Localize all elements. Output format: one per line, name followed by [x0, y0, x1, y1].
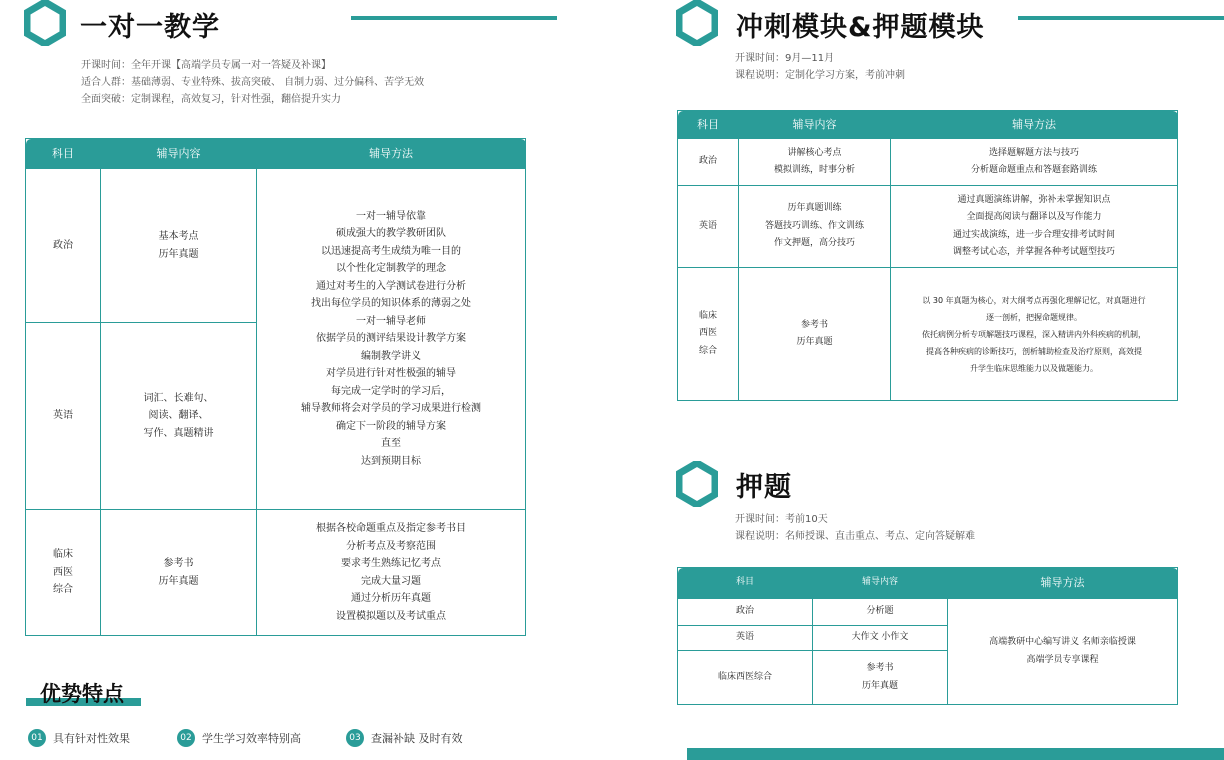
subject-cell: 政治 [678, 139, 739, 186]
header-content: 辅导内容 [739, 111, 891, 139]
subject-line: 西医 [53, 566, 73, 578]
method-line: 达到预期目标 [361, 455, 421, 467]
method-line: 要求考生熟练记忆考点 [341, 558, 441, 569]
header-subject: 科目 [678, 111, 739, 139]
content-cell [739, 139, 891, 186]
content-cell [739, 268, 891, 401]
sprint-table [677, 110, 1178, 401]
method-line: 升学生临床思维能力以及做题能力。 [970, 363, 1098, 373]
subject-line: 综合 [53, 584, 73, 596]
method-line: 全面提高阅读与翻译以及写作能力 [966, 212, 1102, 222]
content-line: 答题技巧训练、作文训练 [764, 220, 864, 231]
advantages-title: 优势特点 [40, 682, 124, 706]
method-cell [948, 599, 1178, 705]
content-line: 参考书 [163, 558, 194, 569]
subject-cell [678, 268, 739, 401]
subject-cell: 临床西医综合 [678, 651, 813, 705]
method-line: 完成大量习题 [361, 575, 421, 587]
method-line: 逐一剖析，把握命题规律。 [986, 312, 1082, 322]
method-line: 设置模拟题以及考试重点 [336, 610, 446, 622]
one-on-one-table [25, 138, 526, 636]
number-badge: 02 [177, 729, 195, 747]
method-line: 以 30 年真题为核心，对大纲考点再强化理解记忆，对真题进行 [922, 295, 1146, 305]
content-line: 基本考点 [158, 231, 199, 242]
content-line: 历年真题 [158, 248, 199, 260]
method-line: 硕成强大的教学教研团队 [336, 228, 446, 240]
method-line: 通过分析历年真题 [351, 593, 431, 604]
subject-cell: 英语 [678, 186, 739, 268]
title-rule [1018, 16, 1224, 20]
method-line: 根据各校命题重点及指定参考书目 [316, 523, 466, 534]
one-on-one-meta [81, 57, 424, 108]
method-line: 调整考试心态，并掌握各种考试题型技巧 [952, 247, 1115, 257]
table-row [26, 510, 526, 636]
predict-table [677, 567, 1178, 705]
content-line: 历年真题 [861, 680, 898, 691]
method-line: 以迅速提高考生成绩为唯一目的 [321, 245, 461, 257]
content-cell [101, 323, 257, 510]
meta-time: 开课时间：9月—11月 [735, 53, 835, 64]
hexagon-icon [676, 0, 718, 46]
method-line: 选择题解题方法与技巧 [988, 147, 1079, 158]
content-line: 写作、真题精讲 [143, 427, 214, 439]
method-line: 通过对考生的入学测试卷进行分析 [316, 280, 466, 292]
subject-line: 临床 [53, 549, 73, 561]
method-cell [257, 510, 526, 636]
subject-cell [26, 510, 101, 636]
number-badge: 01 [28, 729, 46, 747]
method-line: 通过实战演练，进一步合理安排考试时间 [952, 229, 1115, 240]
content-line: 历年真题 [796, 337, 833, 347]
content-line: 历年真题训练 [787, 203, 842, 214]
advantage-item [28, 729, 130, 747]
subject-line: 西医 [698, 328, 717, 339]
method-line: 辅导教师将会对学员的学习成果进行检测 [301, 403, 481, 415]
method-line: 一对一辅导依靠 [356, 210, 426, 222]
meta-time: 开课时间：考前10天 [735, 514, 828, 525]
content-line: 模拟训练，时事分析 [773, 165, 855, 175]
header-method: 辅导方法 [891, 111, 1178, 139]
method-line: 一对一辅导老师 [356, 315, 426, 327]
section-title-one-on-one: 一对一教学 [80, 12, 220, 43]
meta-time: 开课时间：全年开课【高端学员专属一对一答疑及补课】 [81, 60, 331, 71]
advantage-item [177, 729, 301, 747]
subject-line: 综合 [698, 345, 717, 356]
subject-cell: 政治 [678, 599, 813, 626]
meta-audience: 适合人群：基础薄弱、专业特殊、拔高突破、 自制力弱、过分偏科、苦学无效 [81, 77, 425, 88]
method-line: 依据学员的测评结果设计教学方案 [316, 333, 466, 345]
table-header-row [678, 568, 1178, 599]
method-line: 分析考点及考察范围 [346, 540, 436, 552]
subject-cell: 英语 [26, 323, 101, 510]
method-line: 编制教学讲义 [361, 350, 421, 362]
method-line: 确定下一阶段的辅导方案 [336, 420, 446, 432]
method-cell [891, 268, 1178, 401]
method-cell [257, 169, 526, 510]
section-title-predict: 押题 [736, 472, 792, 503]
method-line: 每完成一定学时的学习后， [331, 385, 451, 397]
meta-description: 课程说明：定制化学习方案，考前冲刺 [735, 70, 905, 81]
content-line: 参考书 [866, 663, 894, 673]
content-cell [101, 510, 257, 636]
subject-cell: 英语 [678, 626, 813, 651]
advantage-label: 查漏补缺 及时有效 [371, 732, 463, 745]
header-method: 辅导方法 [257, 139, 526, 169]
bottom-decor-bar [687, 748, 1224, 760]
header-subject: 科目 [26, 139, 101, 169]
method-line: 提高各种疾病的诊断技巧，剖析辅助检查及治疗原则，高效提 [926, 346, 1142, 356]
method-cell [891, 139, 1178, 186]
advantage-label: 具有针对性效果 [53, 732, 130, 745]
method-line: 依托病例分析专项解题技巧课程，深入精讲内外科疾病的机制， [922, 329, 1146, 339]
sprint-meta [735, 50, 905, 84]
title-rule [351, 16, 557, 20]
table-row [26, 169, 526, 323]
content-line: 作文押题，高分技巧 [773, 238, 855, 249]
table-row [678, 186, 1178, 268]
method-line: 高端教研中心编写讲义 名师亲临授课 [989, 637, 1136, 647]
method-line: 找出每位学员的知识体系的薄弱之处 [311, 298, 471, 310]
meta-breakthrough: 全面突破：定制课程，高效复习，针对性强，翻倍提升实力 [81, 94, 341, 105]
content-cell [739, 186, 891, 268]
method-line: 分析题命题重点和答题套路训练 [970, 165, 1097, 175]
table-row [678, 599, 1178, 626]
hexagon-icon [24, 0, 66, 46]
header-method: 辅导方法 [948, 568, 1178, 599]
meta-description: 课程说明：名师授课、直击重点、考点、定向答疑解难 [735, 531, 975, 542]
table-header-row [678, 111, 1178, 139]
method-line: 直至 [381, 438, 401, 450]
method-line: 通过真题演练讲解，弥补未掌握知识点 [957, 194, 1111, 205]
subject-line: 临床 [698, 310, 717, 321]
content-cell [101, 169, 257, 323]
content-line: 参考书 [800, 319, 828, 330]
method-line: 高端学员专享课程 [1026, 654, 1099, 665]
number-badge: 03 [346, 729, 364, 747]
subject-cell: 政治 [26, 169, 101, 323]
method-cell [891, 186, 1178, 268]
section-title-sprint: 冲刺模块&押题模块 [736, 12, 985, 43]
content-line: 历年真题 [158, 575, 199, 587]
header-subject: 科目 [678, 568, 813, 599]
advantage-item [346, 729, 463, 747]
content-cell: 分析题 [813, 599, 948, 626]
hexagon-icon [676, 461, 718, 507]
content-cell: 大作文 小作文 [813, 626, 948, 651]
content-line: 词汇、长难句、 [143, 392, 214, 404]
table-row [678, 268, 1178, 401]
method-line: 以个性化定制教学的理念 [336, 263, 446, 275]
table-row [678, 139, 1178, 186]
header-content: 辅导内容 [813, 568, 948, 599]
content-line: 阅读、翻译、 [148, 410, 209, 422]
table-header-row [26, 139, 526, 169]
method-line: 对学员进行针对性极强的辅导 [326, 368, 456, 380]
advantage-label: 学生学习效率特别高 [202, 732, 301, 745]
predict-meta [735, 511, 975, 545]
content-cell [813, 651, 948, 705]
content-line: 讲解核心考点 [787, 147, 842, 158]
header-content: 辅导内容 [101, 139, 257, 169]
